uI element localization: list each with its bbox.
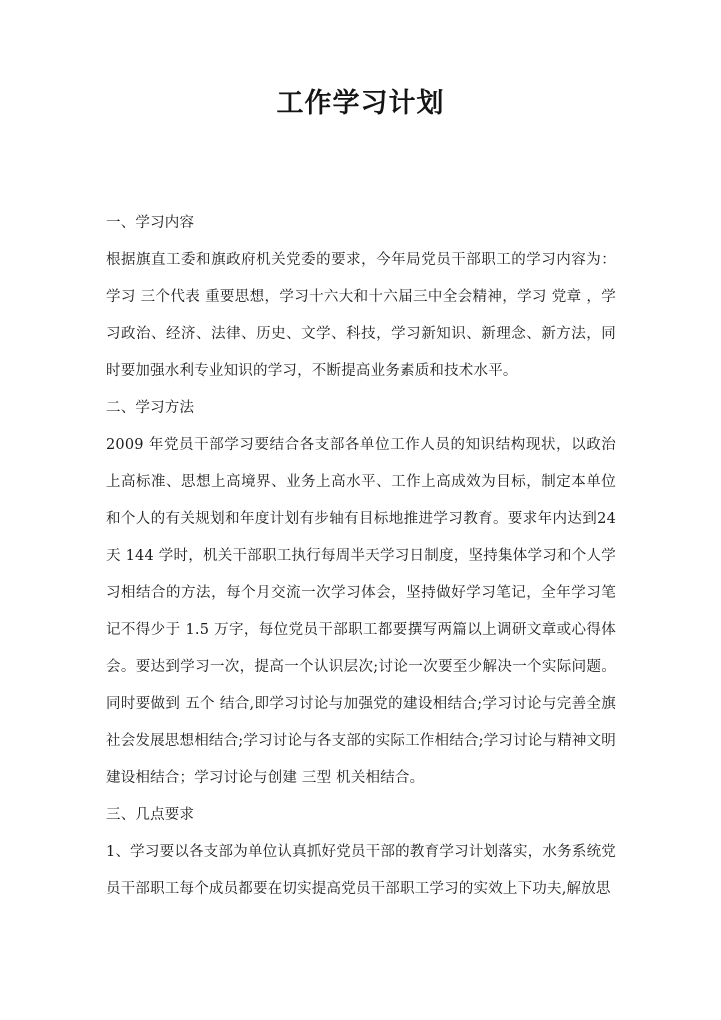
section-paragraph-two: 2009 年党员干部学习要结合各支部各单位工作人员的知识结构现状，以政治上高标准、思想上高境界、业务上高水平、工作上高成效为目标，制定本单位和个人的有关规划和年度计划有步轴有目标地推进学习教育。要求年内达到24 天 144 学时，机关干部职工执行每周半天学习日制度，坚持集体学习和个人学习相结合的方法，每个月交流一次学习体会，坚持做好学习笔记，全年学习笔记不得少于 1.5 万字，每位党员干部职工都要撰写两篇以上调研文章或心得体会。要达到学习一次，提高一个认识层次;讨论一次要至少解决一个实际问题。同时要做到 五个 结合,即学习讨论与加强党的建设相结合;学习讨论与完善全旗社会发展思想相结合;学习讨论与各支部的实际工作相结合;学习讨论与精神文明建设相结合；学习讨论与创建 三型 机关相结合。 [106,437,616,786]
section-heading-two: 二、学习方法 [106,400,195,416]
section-heading-one: 一、学习内容 [106,215,195,231]
section-paragraph-one: 根据旗直工委和旗政府机关党委的要求，今年局党员干部职工的学习内容为：学习 三个代表 重要思想，学习十六大和十六届三中全会精神，学习 党章 ，学习政治、经济、法律、历史、文学、科技，学习新知识、新理念、新方法，同时要加强水利专业知识的学习，不断提高业务素质和技术水平。 [106,252,616,379]
page-title: 工作学习计划 [276,88,445,119]
document-body [106,205,616,908]
section-paragraph-three: 1、学习要以各支部为单位认真抓好党员干部的教育学习计划落实，水务系统党员干部职工每个成员都要在切实提高党员干部职工学习的实效上下功夫,解放思 [106,844,616,897]
section-heading-three: 三、几点要求 [106,807,195,823]
